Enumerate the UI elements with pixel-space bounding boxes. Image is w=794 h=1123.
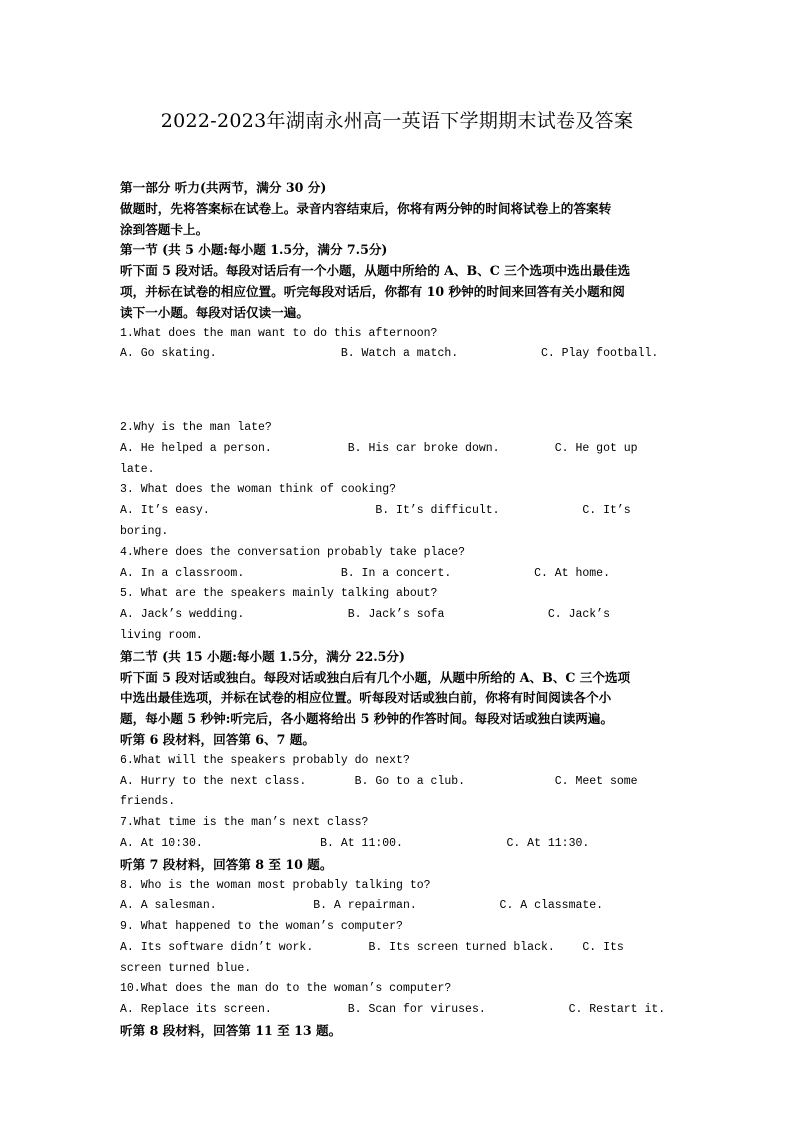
document-title: 2022-2023年湖南永州高一英语下学期期末试卷及答案 [160,110,634,132]
question-line: A. He helped a person. B. His car broke down. C. He got up [120,441,638,455]
question-line: 2.Why is the man late? [120,420,272,434]
section1-header: 第一节 (共 5 小题:每小题 1.5分，满分 7.5分) [120,242,388,258]
question-line: A. A salesman. B. A repairman. C. A classmate. [120,899,604,913]
section-text-line: 中选出最佳选项，并标在试卷的相应位置。听每段对话或独白前，你将有时间阅读各个小 [120,690,612,706]
question-line: A. Replace its screen. B. Scan for viruses. C. Restart it. [120,1003,666,1017]
part1-instruction-line: 做题时，先将答案标在试卷上。录音内容结束后，你将有两分钟的时间将试卷上的答案转 [120,200,612,216]
question-line: boring. [120,524,169,538]
question-line: 3. What does the woman think of cooking? [120,483,397,497]
question-line: A. Its software didn’t work. B. Its screen turned black. C. Its [120,940,624,954]
question-line: 8. Who is the woman most probably talking to? [120,878,431,892]
question-line: A. It’s easy. B. It’s difficult. C. It’s [120,504,631,518]
question-line: living room. [120,628,203,642]
part1-header: 第一部分 听力(共两节，满分 30 分) [120,180,327,195]
blank-line [120,381,685,402]
question-line: A. At 10:30. B. At 11:00. C. At 11:30. [120,836,590,850]
section-text-line: 听第 7 段材料，回答第 8 至 10 题。 [120,856,333,872]
question-line: 5. What are the speakers mainly talking about? [120,587,438,601]
question-line: late. [120,462,155,476]
section-text-line: 题，每小题 5 秒钟:听完后，各小题将给出 5 秒钟的作答时间。每段对话或独白读两遍。 [120,711,614,727]
section-text-line: 第二节 (共 15 小题:每小题 1.5分，满分 22.5分) [120,648,405,664]
document-body [120,178,685,1042]
question-line: screen turned blue. [120,961,252,975]
section1-instruction-line: 听下面 5 段对话。每段对话后有一个小题，从题中所给的 A、B、C 三个选项中选出最佳选 [120,263,631,279]
question-lines [120,324,685,1042]
question-line: A. Jack’s wedding. B. Jack’s sofa C. Jack’s [120,608,610,622]
question-line: 7.What time is the man’s next class? [120,816,369,830]
section-text-line: 听第 8 段材料，回答第 11 至 13 题。 [120,1023,342,1039]
question-line: friends. [120,795,176,809]
section-text-line: 听第 6 段材料，回答第 6、7 题。 [120,731,315,747]
question-line: 4.Where does the conversation probably take place? [120,545,466,559]
question-line: 9. What happened to the woman’s computer? [120,920,403,934]
question-line: 1.What does the man want to do this afternoon? [120,326,438,340]
question-line: A. Go skating. B. Watch a match. C. Play football. [120,347,659,361]
section1-instruction-line: 项，并标在试卷的相应位置。听完每段对话后，你都有 10 秒钟的时间来回答有关小题和阅 [120,283,625,299]
question-line: 6.What will the speakers probably do next? [120,753,410,767]
question-line: 10.What does the man do to the woman’s computer? [120,982,452,996]
question-line: A. Hurry to the next class. B. Go to a club. C. Meet some [120,774,638,788]
question-line: A. In a classroom. B. In a concert. C. At home. [120,566,610,580]
section1-instruction-line: 读下一小题。每段对话仅读一遍。 [120,304,309,320]
section-text-line: 听下面 5 段对话或独白。每段对话或独白后有几个小题，从题中所给的 A、B、C 三个选项 [120,669,631,685]
part1-instruction-line: 涂到答题卡上。 [120,221,209,237]
